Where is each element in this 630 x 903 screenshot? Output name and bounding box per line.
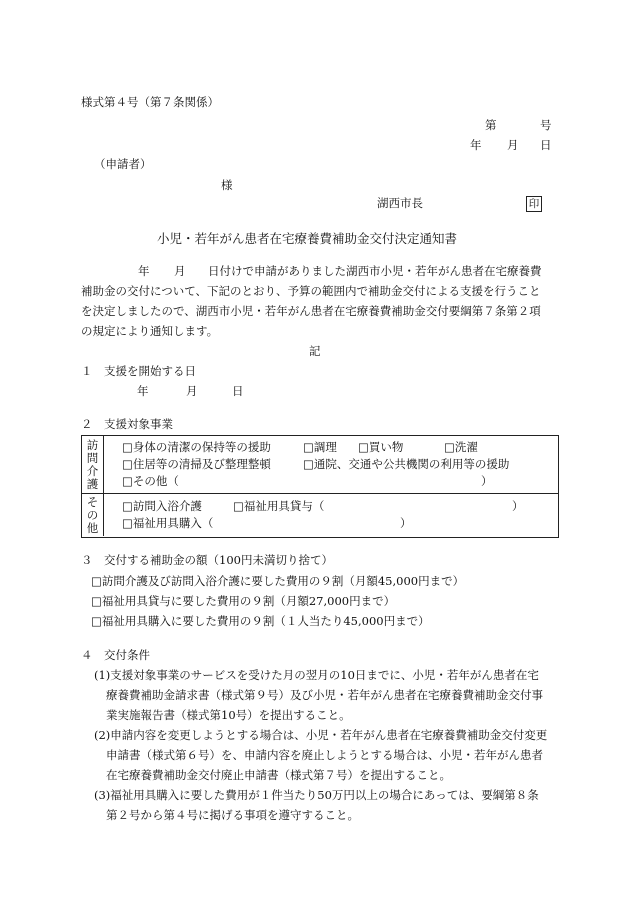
condition-1-line-1: (1)支援対象事業のサービスを受けた月の翌月の10日までに、小児・若年がん患者在宅 [94, 668, 539, 682]
start-month: 月 [186, 384, 198, 398]
other-care-close-paren: ） [481, 474, 493, 488]
condition-3-line-1: (3)福祉用具購入に要した費用が１件当たり50万円以上の場合にあっては、要綱第８条 [94, 788, 539, 802]
condition-3-line-2: 第２号から第４号に掲げる事項を遵守すること。 [106, 808, 359, 822]
condition-2-line-3: 在宅療養費補助金交付廃止申請書（様式第７号）を提出すること。 [106, 768, 451, 782]
checkbox-body-care[interactable]: □身体の清潔の保持等の援助 [122, 440, 271, 454]
checkbox-equipment-purchase[interactable]: □福祉用具購入（ [122, 516, 214, 530]
equipment-rental-close-paren: ） [512, 499, 524, 513]
table-row-divider [81, 493, 559, 494]
label-home-care: 訪 問 介 護 [82, 436, 104, 493]
condition-2-line-1: (2)申請内容を変更しようとする場合は、小児・若年がん患者在宅療養費補助金交付変更 [94, 728, 548, 742]
section-3-heading: ３ 交付する補助金の額（100円未満切り捨て） [81, 553, 333, 567]
checkbox-other-care[interactable]: □その他（ [122, 474, 179, 488]
condition-2-line-2: 申請書（様式第６号）を、申請内容を廃止しようとする場合は、小児・若年がん患者 [106, 748, 543, 762]
checkbox-hospital-visit[interactable]: □通院、交通や公共機関の利用等の援助 [303, 457, 510, 471]
ki-marker: 記 [309, 344, 321, 358]
applicant-honorific: 様 [221, 178, 233, 192]
document-title: 小児・若年がん患者在宅療養費補助金交付決定通知書 [157, 231, 458, 246]
applicant-label: （申請者） [94, 157, 152, 171]
intro-line-2: 補助金の交付について、下記のとおり、予算の範囲内で補助金交付による支援を行うこと [81, 284, 541, 298]
label-other: そ の 他 [82, 494, 104, 536]
section-4-heading: ４ 交付条件 [81, 648, 150, 662]
amount-option-rental[interactable]: □福祉用具貸与に要した費用の９割（月額27,000円まで） [91, 594, 396, 608]
intro-year: 年 [138, 264, 150, 278]
intro-line-4: の規定により通知します。 [81, 324, 219, 338]
date-month: 月 [507, 138, 519, 152]
checkbox-equipment-rental[interactable]: □福祉用具貸与（ [233, 499, 325, 513]
section-1-heading: １ 支援を開始する日 [81, 364, 196, 378]
intro-month: 月 [174, 264, 186, 278]
number-prefix: 第 [485, 118, 497, 132]
checkbox-cooking[interactable]: □調理 [303, 440, 337, 454]
checkbox-shopping[interactable]: □買い物 [358, 440, 404, 454]
form-number: 様式第４号（第７条関係） [81, 95, 219, 109]
issuer-name: 湖西市長 [377, 196, 423, 210]
start-day: 日 [232, 384, 244, 398]
start-year: 年 [137, 384, 149, 398]
amount-option-purchase[interactable]: □福祉用具購入に要した費用の９割（１人当たり45,000円まで） [91, 614, 430, 628]
condition-1-line-2: 療養費補助金請求書（様式第９号）及び小児・若年がん患者在宅療養費補助金交付事 [106, 688, 543, 702]
section-2-heading: ２ 支援対象事業 [81, 417, 173, 431]
date-year: 年 [470, 138, 482, 152]
checkbox-bath-care[interactable]: □訪問入浴介護 [122, 499, 202, 513]
checkbox-cleaning[interactable]: □住居等の清掃及び整理整頓 [122, 457, 271, 471]
seal-mark: 印 [526, 196, 542, 212]
condition-1-line-3: 業実施報告書（様式第10号）を提出すること。 [106, 708, 351, 722]
equipment-purchase-close-paren: ） [400, 516, 412, 530]
intro-line-1: 日付けで申請がありました湖西市小児・若年がん患者在宅療養費 [208, 264, 542, 278]
amount-option-home-care[interactable]: □訪問介護及び訪問入浴介護に要した費用の９割（月額45,000円まで） [91, 574, 465, 588]
date-day: 日 [540, 138, 552, 152]
number-suffix: 号 [540, 118, 552, 132]
checkbox-laundry[interactable]: □洗濯 [444, 440, 478, 454]
intro-line-3: を決定しましたので、湖西市小児・若年がん患者在宅療養費補助金交付要綱第７条第２項 [81, 304, 541, 318]
